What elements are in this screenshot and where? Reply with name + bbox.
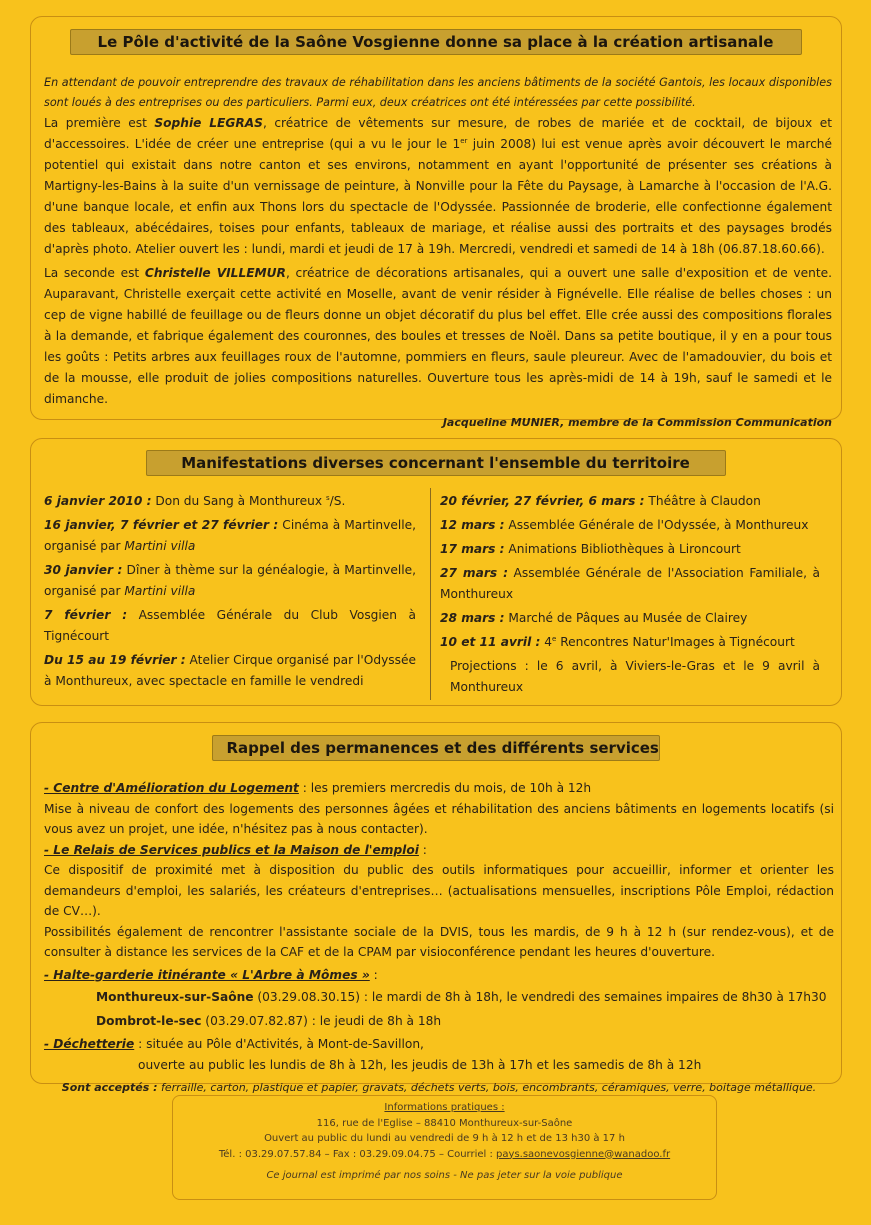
service-halte-title: - Halte-garderie itinérante « L'Arbre à Mômes » (44, 967, 370, 982)
event-text: Dîner à thème sur la généalogie, à Martinvelle, organisé par (44, 563, 416, 598)
service-halte (44, 965, 834, 986)
event-date: 27 mars : (440, 566, 508, 580)
name-christelle-villemur: Christelle VILLEMUR (144, 266, 286, 280)
section-title-permanences: Rappel des permanences et des différents services (212, 735, 660, 761)
event-date: 28 mars : (440, 611, 505, 625)
events-left-column (44, 491, 416, 695)
halte-monthureux-place: Monthureux-sur-Saône (96, 990, 254, 1004)
halte-monthureux-info: (03.29.08.30.15) : le mardi de 8h à 18h, le vendredi des semaines impaires de 8h30 à 17h30 (253, 990, 827, 1004)
service-relais-title: - Le Relais de Services publics et la Maison de l'emploi (44, 842, 419, 857)
service-halte-colon: : (369, 967, 378, 982)
section-body-creation (44, 73, 832, 433)
service-dechetterie-title: - Déchetterie (44, 1037, 135, 1051)
event-projections: Projections : le 6 avril, à Viviers-le-Gras et le 9 avril à Monthureux (450, 659, 820, 694)
name-sophie-legras: Sophie LEGRAS (154, 116, 263, 130)
event-date: 7 février : (44, 608, 128, 622)
dechetterie-hours: ouverte au public les lundis de 8h à 12h, les jeudis de 13h à 17h et les samedis de 8h à 12h (138, 1057, 702, 1072)
event-organizer: Martini villa (124, 539, 196, 553)
event-item (44, 491, 416, 512)
event-item (44, 650, 416, 692)
event-text: Marché de Pâques au Musée de Clairey (504, 611, 748, 625)
event-date: 17 mars : (440, 542, 505, 556)
section-body-permanences (44, 778, 834, 1099)
event-text: Don du Sang à Monthureux (151, 494, 326, 508)
event-text: Atelier Cirque organisé par l'Odyssée à Monthureux, avec spectacle en famille le vendredi (44, 653, 416, 688)
p1-sup: er (460, 136, 468, 145)
footer-phone-fax: Tél. : 03.29.07.57.84 – Fax : 03.29.09.04.75 – Courriel : (218, 1148, 497, 1160)
footer-address: 116, rue de l'Eglise – 88410 Monthureux-sur-Saône (316, 1117, 573, 1129)
service-logement (44, 778, 834, 799)
service-dechetterie (44, 1034, 834, 1055)
event-date: 30 janvier : (44, 563, 123, 577)
accepted-list: ferraille, carton, plastique et papier, gravats, déchets verts, bois, encombrants, céramiques, verre, boitage métallique. (157, 1081, 817, 1094)
event-text: Théâtre à Claudon (644, 494, 761, 508)
event-item (44, 560, 416, 602)
event-date: 20 février, 27 février, 6 mars : (440, 494, 645, 508)
event-text: Assemblée Générale de l'Odyssée, à Monthureux (504, 518, 809, 532)
halte-dombrot (44, 1011, 834, 1032)
event-text-end: Rencontres Natur'Images à Tignécourt (556, 635, 795, 649)
event-item (440, 632, 820, 653)
p2-text: , créatrice de décorations artisanales, qui a ouvert une salle d'exposition et de vente. Auparavant, Christelle exerçait cette activité en Moselle, avant de venir résider à Fignévelle. Elle réalise de belles choses : un cep de vigne habillé de feuillage ou de fleurs donne un objet décoratif du plus bel effet. Elle crée aussi des compositions florales à la demande, et fabrique également des couronnes, des boules et tresses de Noël. Dans sa petite boutique, il y en a pour tous les goûts : Petits arbres aux feuillages roux de l'automne, pommiers en fleurs, saule pleureur. Avec de l'amadouvier, du bois et de la mousse, elle produit de jolies compositions naturelles. Ouverture tous les après-midi de 14 à 19h, sauf le samedi et le dimanche. (44, 266, 832, 406)
p2-lead: La seconde est (44, 266, 145, 280)
footer-email-link[interactable]: pays.saonevosgienne@wanadoo.fr (496, 1148, 671, 1160)
service-logement-hours: : les premiers mercredis du mois, de 10h à 12h (298, 781, 592, 795)
paragraph-sophie (44, 113, 832, 260)
footer-heading: Informations pratiques : (384, 1102, 505, 1113)
paragraph-christelle (44, 263, 832, 410)
footer-hours: Ouvert au public du lundi au vendredi de 9 h à 12 h et de 13 h30 à 17 h (264, 1133, 625, 1144)
service-relais (44, 840, 834, 861)
service-dechetterie-location: : située au Pôle d'Activités, à Mont-de-Savillon, (134, 1037, 424, 1051)
event-item (44, 515, 416, 557)
event-item (440, 563, 820, 605)
service-logement-title: - Centre d'Amélioration du Logement (44, 781, 299, 795)
halte-dombrot-place: Dombrot-le-sec (96, 1013, 202, 1028)
event-item (440, 515, 820, 536)
service-relais-colon: : (418, 842, 427, 857)
event-text: Cinéma à Martinvelle, organisé par (44, 518, 416, 553)
event-item (440, 491, 820, 512)
event-date: 6 janvier 2010 : (44, 494, 152, 508)
accepted-label: Sont acceptés : (61, 1081, 158, 1094)
event-item (440, 539, 820, 560)
event-text: Animations Bibliothèques à Lironcourt (504, 542, 741, 556)
events-right-column (440, 491, 820, 701)
signature: Jacqueline MUNIER, membre de la Commission Communication (442, 416, 832, 429)
event-date: Du 15 au 19 février : (44, 653, 186, 667)
column-divider (430, 488, 431, 700)
p1-lead: La première est (44, 116, 155, 130)
service-relais-desc1: Ce dispositif de proximité met à disposition du public des outils informatiques pour accueillir, informer et orienter les demandeurs d'emploi, les salariés, les créateurs d'entreprises… (actualisations mensuelles, inscriptions Pôle Emploi, rédaction de CV…). (44, 863, 834, 918)
intro-paragraph: En attendant de pouvoir entreprendre des travaux de réhabilitation dans les anciens bâtiments de la société Gantois, les locaux disponibles sont loués à des entreprises ou des particuliers. Parmi eux, deux créatrices ont été intéressées par cette possibilité. (44, 76, 832, 109)
event-text: Assemblée Générale du Club Vosgien à Tignécourt (44, 608, 417, 643)
event-text-end: /S. (329, 494, 346, 508)
section-title-creation: Le Pôle d'activité de la Saône Vosgienne donne sa place à la création artisanale (70, 29, 802, 55)
footer-info (172, 1100, 717, 1184)
service-relais-desc2: Possibilités également de rencontrer l'assistante sociale de la DVIS, tous les mardis, de 9 h à 12 h (sur rendez-vous), et de consulter à distance les services de la CAF et de la CPAM par visioconférence pendant les heures d'ouverture. (44, 924, 834, 959)
halte-dombrot-info: (03.29.07.82.87) : le jeudi de 8h à 18h (201, 1013, 442, 1028)
event-text: Assemblée Générale de l'Association Familiale, à Monthureux (440, 566, 821, 601)
section-title-manifestations: Manifestations diverses concernant l'ensemble du territoire (146, 450, 726, 476)
event-organizer: Martini villa (124, 584, 196, 598)
event-sup: e (552, 634, 557, 643)
event-date: 16 janvier, 7 février et 27 février : (44, 518, 279, 532)
event-text: 4 (540, 635, 553, 649)
event-sup: s (326, 493, 330, 502)
footer-note: Ce journal est imprimé par nos soins - Ne pas jeter sur la voie publique (266, 1170, 623, 1181)
event-item (440, 608, 820, 629)
footer-contact (172, 1147, 717, 1163)
halte-monthureux (44, 987, 834, 1008)
p1-text: , créatrice de vêtements sur mesure, de robes de mariée et de cocktail, de bijoux et d'accessoires. L'idée de créer une entreprise (qui a vu le jour le 1 (44, 116, 833, 151)
event-item (44, 605, 416, 647)
event-date: 12 mars : (440, 518, 505, 532)
service-logement-desc: Mise à niveau de confort des logements des personnes âgées et réhabilitation des anciens bâtiments en logements locatifs (si vous avez un projet, une idée, n'hésitez pas à nous contacter). (44, 801, 834, 836)
p1-text-end: juin 2008) lui est venue après avoir découvert le marché potentiel qui existait dans notre canton et ses environs, notamment en ayant l'opportunité de présenter ses créations à Martigny-les-Bains à la suite d'un vernissage de peinture, à Nonville pour la Fête du Paysage, à Lamarche à l'occasion de l'A.G. d'une banque locale, et enfin aux Thons lors du spectacle de l'Odyssée. Passionnée de broderie, elle confectionne également des tableaux, abécédaires, toises pour enfants, tableaux de mariage, et réalise aussi des portraits et des paysages brodés d'après photo. Atelier ouvert les : lundi, mardi et jeudi de 17 à 19h. Mercredi, vendredi et samedi de 14 à 18h (06.87.18.60.66). (44, 137, 832, 256)
event-date: 10 et 11 avril : (440, 635, 541, 649)
